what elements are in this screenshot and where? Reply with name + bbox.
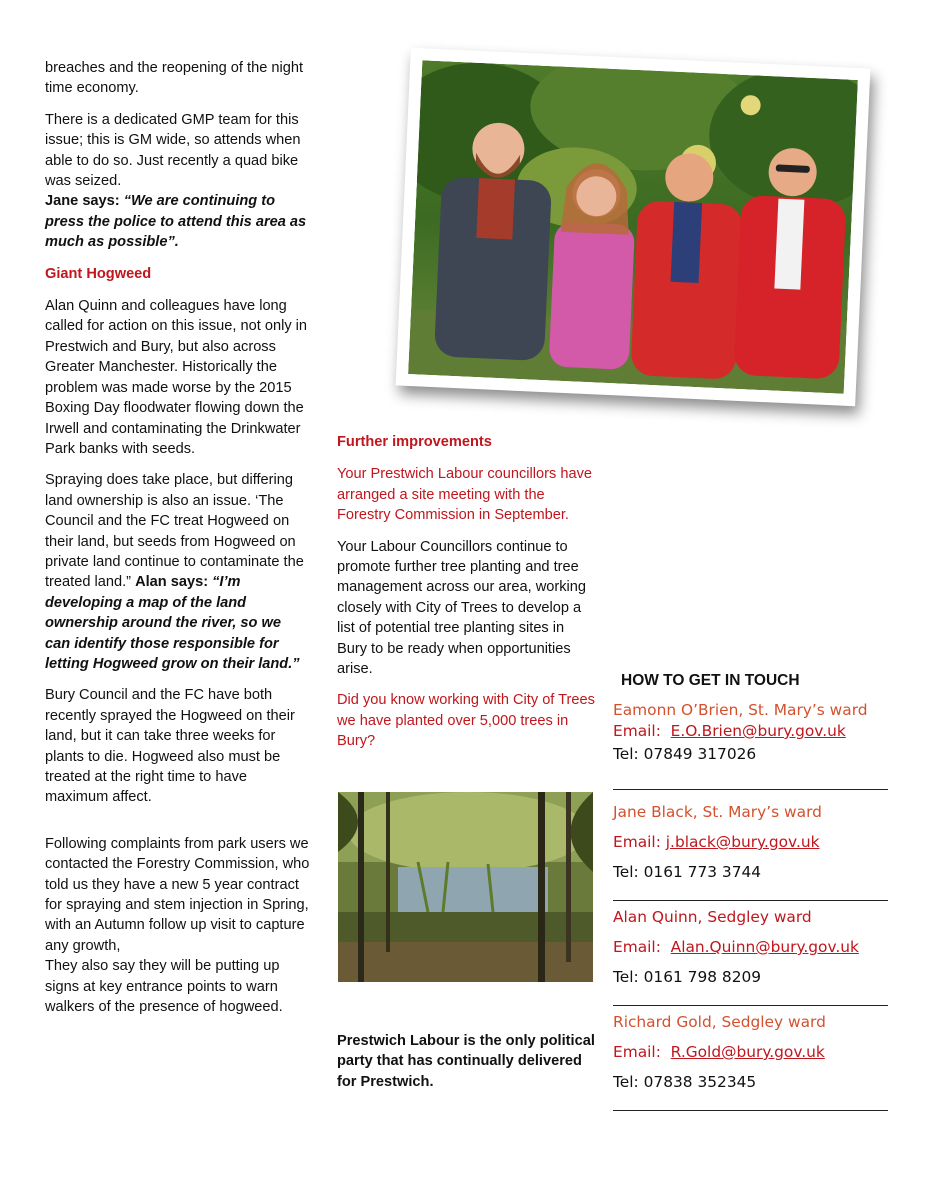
paragraph-gmp-team [45,110,310,253]
divider [613,900,888,901]
councillors-photo [408,60,858,393]
contact-email-line [613,937,893,958]
divider [613,1005,888,1006]
contact-tel: Tel: 0161 773 3744 [613,863,762,881]
paragraph-spraying [45,470,310,674]
email-label: Email: [613,1043,671,1061]
email-label: Email: [613,833,666,851]
contact-name: Jane Black, St. Mary’s ward [613,803,822,821]
paragraph-signs: They also say they will be putting up signs at key entrance points to warn walkers of the presence of hogweed. [45,958,283,1016]
divider [613,1110,888,1111]
alan-quote: “I’m developing a map of the land ownership around the river, so we can identify those responsible for letting Hogweed grow on their land.” [45,574,300,672]
paragraph-complaints: Following complaints from park users we contacted the Forestry Commission, who told us they have a new 5 year contract for spraying and stem injection in Spring, with an Autumn follow up visit to capture any growth, [45,835,310,954]
contact-tel: Tel: 0161 798 8209 [613,968,762,986]
contact-section [613,672,893,1111]
contact-title: HOW TO GET IN TOUCH [621,672,800,689]
left-column [45,58,310,1028]
contact-alan-quinn [613,907,893,988]
email-link[interactable]: j.black@bury.gov.uk [665,833,820,851]
paragraph-tree-planting: Your Labour Councillors continue to promote further tree planting and tree management across our area, working closely with City of Trees to develop a list of potential tree planting sites in Bury to be ready when opportunities arise. [337,538,587,678]
paragraph-site-meeting: Your Prestwich Labour councillors have arranged a site meeting with the Forestry Commission in September. [337,466,592,524]
councillors-photo-frame [396,48,871,407]
divider [613,789,888,790]
email-link[interactable]: Alan.Quinn@bury.gov.uk [670,938,859,956]
contact-name: Eamonn O’Brien, St. Mary’s ward [613,701,868,719]
email-label: Email: [613,938,671,956]
paragraph-city-of-trees: Did you know working with City of Trees we have planted over 5,000 trees in Bury? [337,692,595,750]
tagline: Prestwich Labour is the only political party that has continually delivered for Prestwich. [337,1033,595,1090]
heading-further-improvements: Further improvements [337,434,492,450]
contact-richard-gold [613,1012,893,1093]
jane-quote: “We are continuing to press the police to attend this area as much as possible”. [45,193,307,251]
paragraph-bury-council: Bury Council and the FC have both recently sprayed the Hogweed on their land, but it can take three weeks for plants to die. Hogweed also must be treated at the right time to have maximum affect. [45,687,295,806]
email-label: Email: [613,722,671,740]
contact-tel: Tel: 07838 352345 [613,1073,757,1091]
contact-jane-black [613,802,893,883]
paragraph-night-economy: breaches and the reopening of the night time economy. [45,60,304,97]
contact-email-line [613,721,893,742]
gmp-text: There is a dedicated GMP team for this issue; this is GM wide, so attends when able to do so. Just recently a quad bike was seized. [45,111,301,190]
paragraph-alan-quinn: Alan Quinn and colleagues have long called for action on this issue, not only in Prestwich and Bury, but also across Greater Manchester. Historically the problem was made worse by the 2015 Boxing Day floodwater flowing down the Irwell and contaminating the Drinkwater Park banks with seeds. [45,298,308,457]
contact-email-line [613,832,893,853]
email-link[interactable]: R.Gold@bury.gov.uk [670,1043,825,1061]
spraying-text: Spraying does take place, but differing land ownership is also an issue. ‘The Council and the FC treat Hogweed on their land, but seeds from Hogweed on private land continue to contaminate the treated land.” [45,472,304,591]
jane-says-label: Jane says: [45,193,124,210]
contact-eamonn-obrien [613,700,893,765]
pond-photo [338,792,593,982]
contact-tel: Tel: 07849 317026 [613,745,757,763]
email-link[interactable]: E.O.Brien@bury.gov.uk [670,722,846,740]
contact-name: Richard Gold, Sedgley ward [613,1013,826,1031]
contact-email-line [613,1042,893,1063]
alan-says-label: Alan says: [135,574,213,591]
middle-column [337,432,595,763]
contact-name: Alan Quinn, Sedgley ward [613,908,812,926]
heading-giant-hogweed: Giant Hogweed [45,265,152,282]
